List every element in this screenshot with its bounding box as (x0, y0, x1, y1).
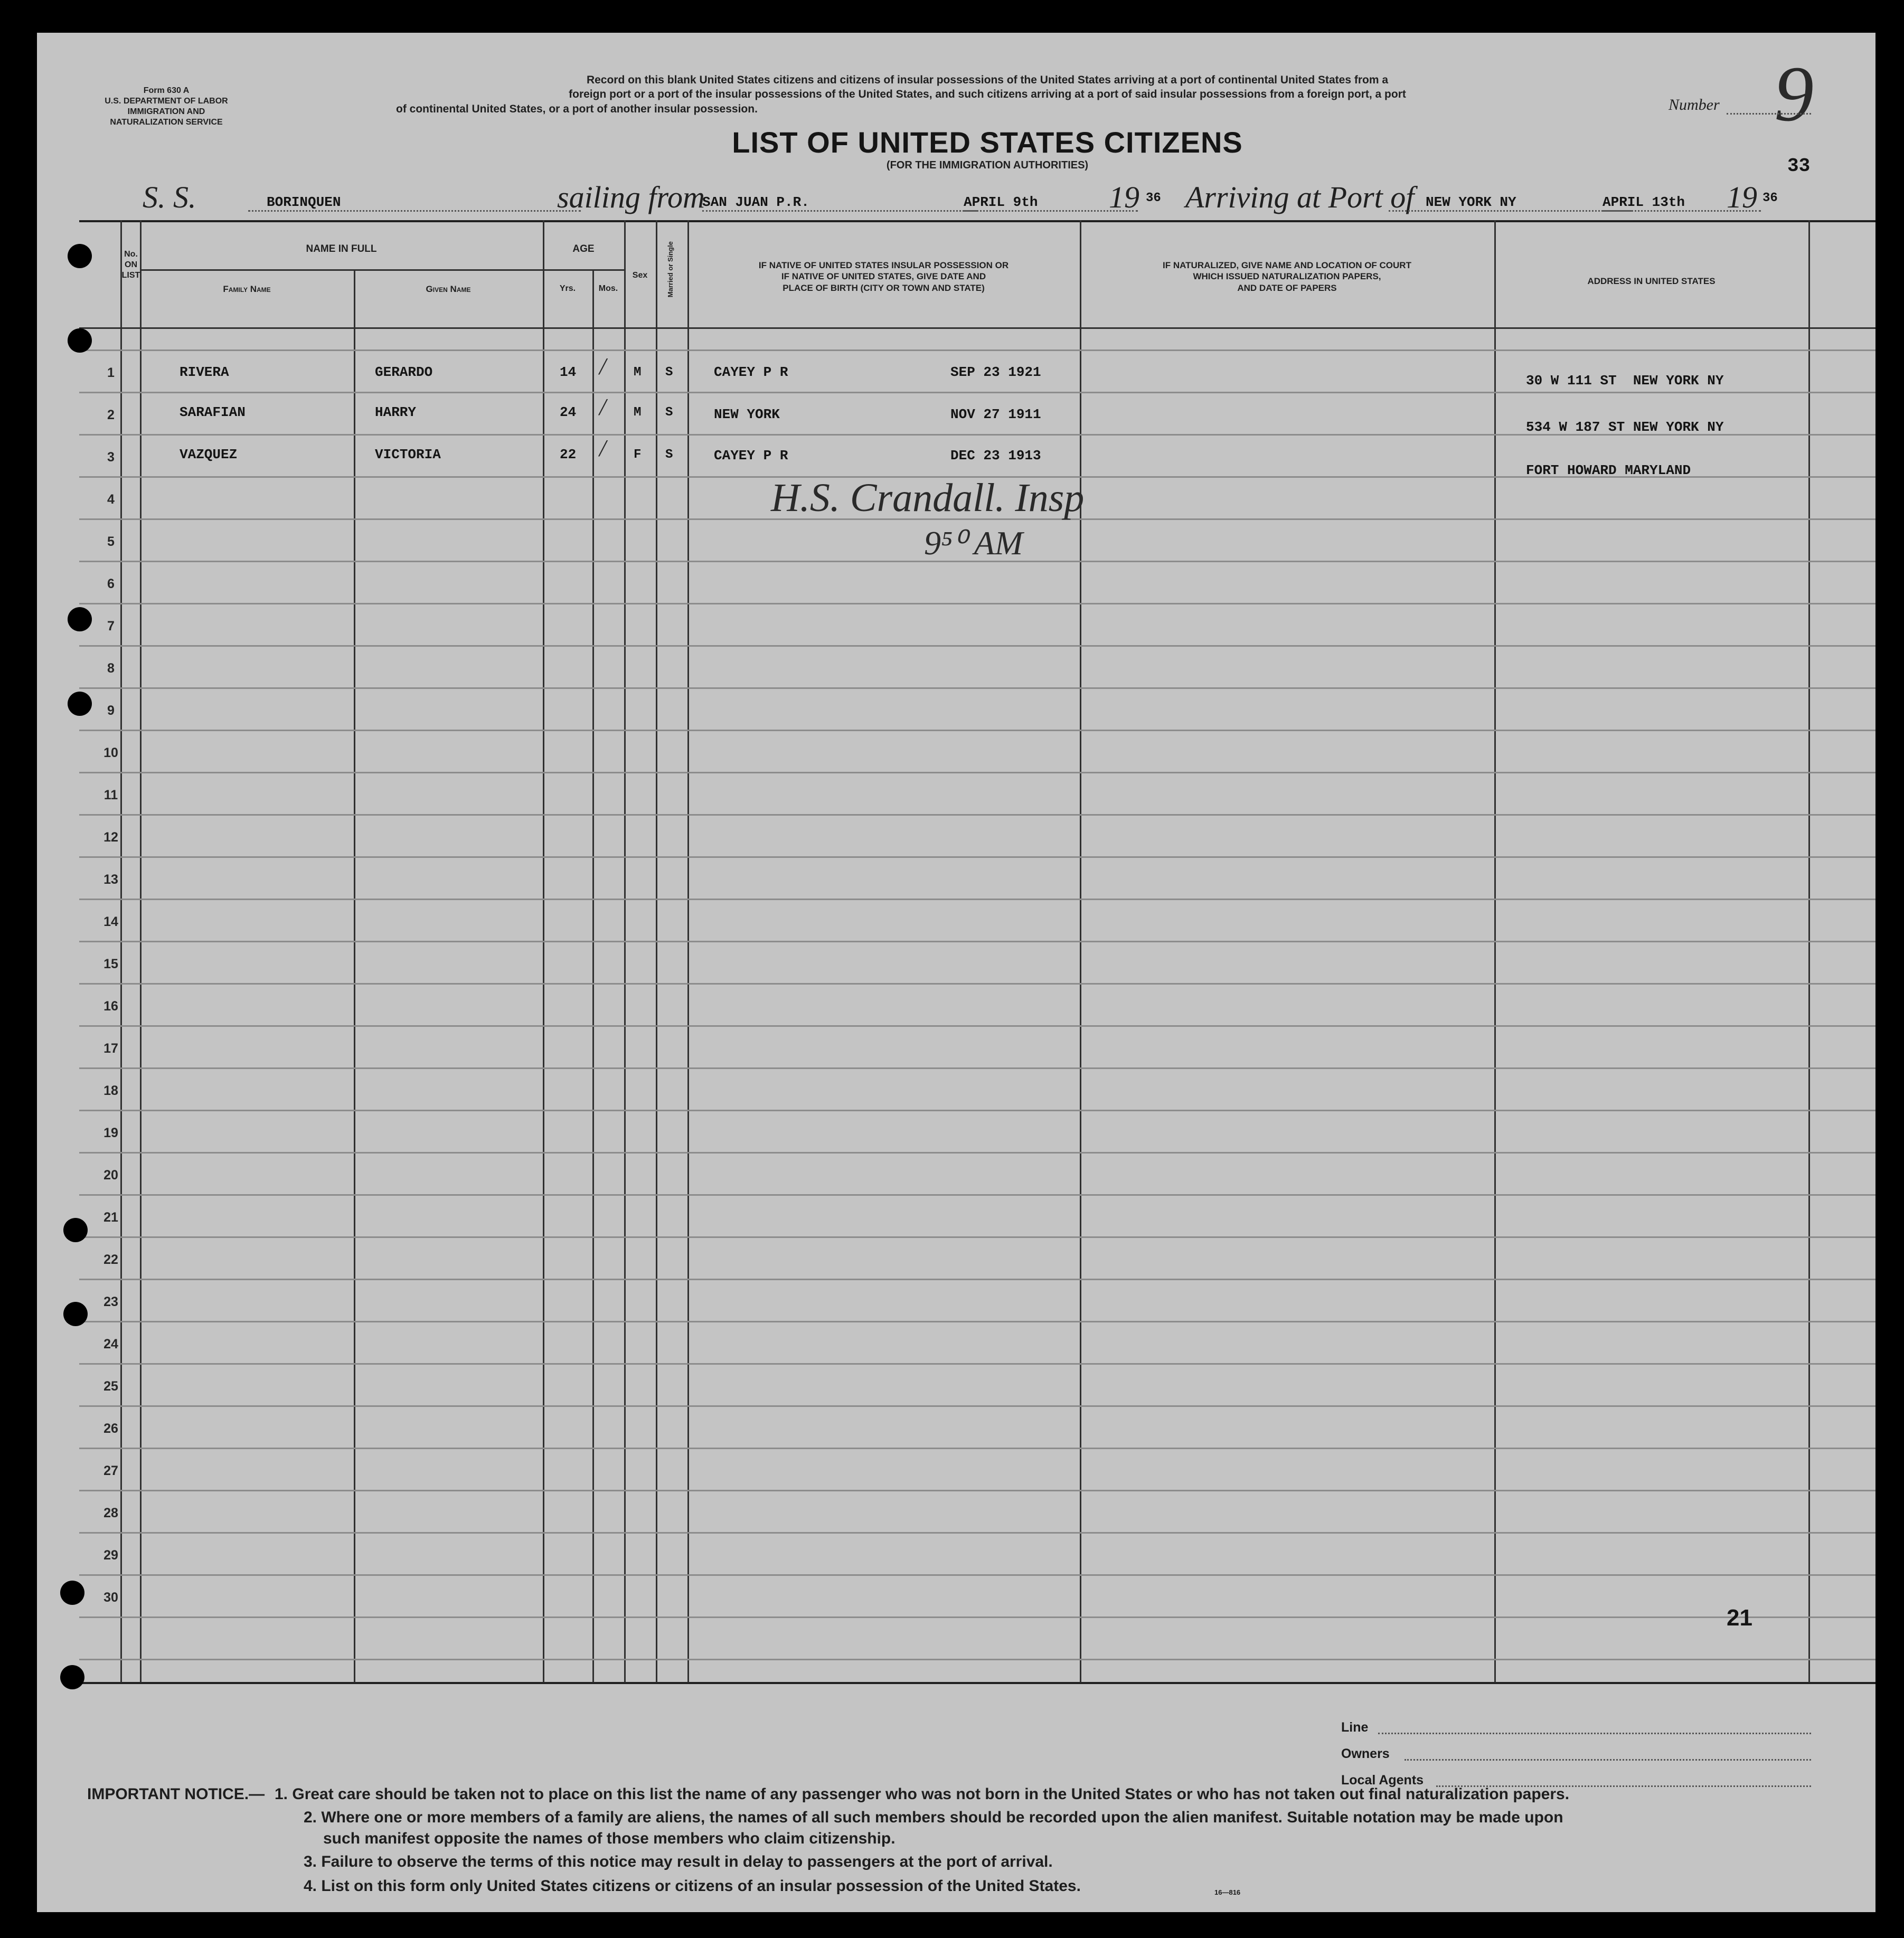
birthdate-cell: DEC 23 1913 (950, 448, 1041, 464)
row-rule (79, 1279, 1875, 1280)
col-no-on-list: No. ON LIST (121, 250, 140, 280)
given-name-cell: VICTORIA (375, 447, 441, 462)
row-number: 7 (107, 619, 115, 634)
row-rule (79, 1532, 1875, 1534)
line-field-label: Line (1341, 1720, 1369, 1735)
notice-item-1: 1. Great care should be taken not to place on this list the name of any passenger who was not born in the United States or who has not taken out final naturalization papers. (275, 1785, 1570, 1803)
form-number: Form 630 A (143, 86, 190, 95)
col-age-yrs: Yrs. (559, 284, 576, 293)
row-number: 29 (103, 1548, 118, 1563)
row-number: 18 (103, 1083, 118, 1098)
arriving-label: Arriving at Port of (1185, 180, 1415, 214)
family-name-cell: SARAFIAN (180, 404, 246, 420)
family-name-cell: VAZQUEZ (180, 447, 238, 462)
col-birthplace: IF NATIVE OF UNITED STATES INSULAR POSSESSION OR IF NATIVE OF UNITED STATES, GIVE DATE AND PLACE OF BIRTH (CITY OR TOWN AND STATE) (758, 260, 1009, 293)
table-top-border (79, 220, 1875, 222)
row-rule (79, 1616, 1875, 1618)
notice-item-2-continued: such manifest opposite the names of those members who claim citizenship. (323, 1830, 896, 1847)
col-sex: Sex (632, 271, 648, 280)
sex-cell: F (634, 448, 642, 462)
sailing-from-label: sailing from (557, 180, 705, 214)
row-number: 22 (103, 1252, 118, 1267)
birthplace-cell: CAYEY P R (714, 448, 788, 464)
row-rule (79, 856, 1875, 858)
inspection-time: 9⁵⁰ AM (924, 524, 1023, 562)
col-name-in-full: NAME IN FULL (306, 243, 377, 254)
row-rule (79, 899, 1875, 900)
department: U.S. DEPARTMENT OF LABOR (105, 97, 228, 106)
family-name-cell: RIVERA (180, 364, 229, 380)
number-field (1669, 50, 1827, 138)
document-subtitle: (FOR THE IMMIGRATION AUTHORITIES) (886, 159, 1089, 171)
row-rule (79, 1405, 1875, 1407)
header-bottom-border (79, 327, 1875, 329)
age-months-cell: / (599, 393, 606, 420)
row-number: 9 (107, 703, 115, 718)
row-number: 21 (103, 1210, 118, 1225)
row-number: 4 (107, 492, 115, 507)
instruction-line-2: foreign port or a port of the insular possessions of the United States, and such citizens arriving at a port of said insular possessions from a foreign port, a port (569, 88, 1406, 101)
col-family-name: Family Name (223, 284, 271, 294)
row-rule (79, 1194, 1875, 1196)
departure-date: APRIL 9th (964, 194, 1038, 210)
notice-item-4: 4. List on this form only United States citizens or citizens of an insular possession of the United States. (304, 1877, 1081, 1895)
row-rule (79, 645, 1875, 647)
row-rule (79, 1025, 1875, 1027)
given-name-cell: HARRY (375, 404, 417, 420)
row-rule (79, 730, 1875, 731)
instructions (354, 73, 1621, 116)
binder-hole (68, 328, 92, 353)
row-number: 3 (107, 450, 115, 465)
row-rule (79, 1152, 1875, 1154)
binder-hole (68, 244, 92, 268)
row-number: 1 (107, 365, 115, 380)
row-number: 20 (103, 1168, 118, 1183)
birthdate-cell: NOV 27 1911 (950, 406, 1041, 422)
row-rule (79, 603, 1875, 604)
row-rule (79, 1448, 1875, 1449)
row-rule (79, 1490, 1875, 1491)
col-age: AGE (572, 243, 595, 254)
row-rule (79, 687, 1875, 689)
binder-hole (60, 1665, 84, 1689)
age-years-cell: 14 (560, 364, 577, 380)
notice-item-3: 3. Failure to observe the terms of this notice may result in delay to passengers at the port of arrival. (304, 1853, 1053, 1870)
owners-field-label: Owners (1341, 1746, 1390, 1761)
birthplace-cell: NEW YORK (714, 406, 780, 422)
arrival-date: APRIL 13th (1603, 194, 1685, 210)
number-label: Number (1669, 96, 1720, 114)
row-number: 24 (103, 1337, 118, 1351)
manifest-sheet (37, 33, 1875, 1912)
address-cell: 30 W 111 ST NEW YORK NY (1526, 373, 1724, 389)
binder-hole (68, 692, 92, 716)
row-number: 14 (103, 914, 118, 929)
arrival-year-prefix: 19 (1727, 180, 1757, 214)
row-number: 12 (103, 830, 118, 845)
given-name-cell: GERARDO (375, 364, 433, 380)
row-number: 26 (103, 1421, 118, 1436)
binder-hole (60, 1581, 84, 1605)
row-number: 17 (103, 1041, 118, 1056)
col-married-single: Married or Single (666, 241, 674, 298)
departure-year-prefix: 19 (1109, 180, 1139, 214)
number-value: 9 (1774, 50, 1814, 138)
row-rule (79, 1574, 1875, 1576)
binder-hole (68, 607, 92, 631)
departure-port: SAN JUAN P.R. (702, 194, 809, 210)
row-number: 19 (103, 1126, 118, 1140)
address-cell: 534 W 187 ST NEW YORK NY (1526, 419, 1724, 435)
marital-status-cell: S (665, 405, 673, 420)
row-rule (79, 772, 1875, 773)
marital-status-cell: S (665, 448, 673, 462)
ship-name: BORINQUEN (267, 194, 341, 210)
col-age-mos: Mos. (598, 284, 618, 293)
row-number: 16 (103, 999, 118, 1014)
col-naturalization: IF NATURALIZED, GIVE NAME AND LOCATION OF COURT WHICH ISSUED NATURALIZATION PAPERS, AND DATE OF PAPERS (1163, 260, 1411, 293)
instruction-line-1: Record on this blank United States citizens and citizens of insular possessions of the United States arriving at a port of continental United States from a (586, 74, 1389, 86)
instruction-line-3: of continental United States, or a port of another insular possession. (396, 102, 758, 115)
page-code: 33 (1787, 155, 1811, 177)
age-months-cell: / (599, 353, 606, 380)
row-rule (79, 1659, 1875, 1660)
birthplace-cell: CAYEY P R (714, 364, 788, 380)
binder-hole (63, 1218, 88, 1242)
row-number: 13 (103, 872, 118, 887)
row-number: 25 (103, 1379, 118, 1394)
notice-item-2: 2. Where one or more members of a family are aliens, the names of all such members should be recorded upon the alien manifest. Suitable notation may be made upon (304, 1809, 1563, 1826)
row-rule (79, 983, 1875, 985)
row-rule (79, 941, 1875, 942)
stamp-number: 21 (1727, 1605, 1752, 1631)
service-line-1: IMMIGRATION AND (127, 107, 205, 116)
row-rule (79, 1321, 1875, 1322)
age-years-cell: 24 (560, 404, 577, 420)
form-agency-block (79, 86, 253, 128)
row-number: 6 (107, 576, 115, 591)
document-title: LIST OF UNITED STATES CITIZENS (732, 126, 1243, 159)
arrival-year: 36 (1762, 191, 1778, 205)
service-line-2: NATURALIZATION SERVICE (110, 118, 223, 127)
row-rule (79, 814, 1875, 816)
row-rule (79, 1110, 1875, 1111)
row-rule (79, 1236, 1875, 1238)
row-rule (79, 392, 1875, 393)
ss-label: S. S. (143, 180, 196, 214)
age-months-cell: / (599, 434, 606, 461)
sex-cell: M (634, 365, 642, 380)
row-rule (79, 349, 1875, 351)
row-number: 23 (103, 1294, 118, 1309)
inspector-signature: H.S. Crandall. Insp (771, 476, 1085, 520)
local-agents-field-label: Local Agents (1341, 1773, 1424, 1788)
age-years-cell: 22 (560, 447, 577, 462)
table-bottom-border (79, 1682, 1875, 1684)
notice-heading: IMPORTANT NOTICE.— (87, 1785, 265, 1803)
departure-year: 36 (1146, 191, 1161, 205)
row-rule (79, 1363, 1875, 1365)
binder-hole (63, 1302, 88, 1326)
row-rule (79, 1067, 1875, 1069)
row-number: 8 (107, 661, 115, 676)
col-given-name: Given Name (426, 284, 471, 294)
marital-status-cell: S (665, 365, 673, 380)
row-number: 28 (103, 1506, 118, 1520)
birthdate-cell: SEP 23 1921 (950, 364, 1041, 380)
print-code: 16—816 (1214, 1888, 1241, 1896)
arrival-port: NEW YORK NY (1426, 194, 1516, 210)
col-address: ADDRESS IN UNITED STATES (1587, 276, 1716, 286)
row-number: 27 (103, 1463, 118, 1478)
row-number: 5 (107, 534, 115, 549)
sex-cell: M (634, 405, 642, 420)
row-number: 10 (103, 745, 118, 760)
row-number: 15 (103, 957, 118, 971)
address-cell: FORT HOWARD MARYLAND (1526, 462, 1691, 478)
row-number: 11 (103, 788, 118, 802)
row-number: 30 (103, 1590, 118, 1605)
row-number: 2 (107, 408, 115, 422)
